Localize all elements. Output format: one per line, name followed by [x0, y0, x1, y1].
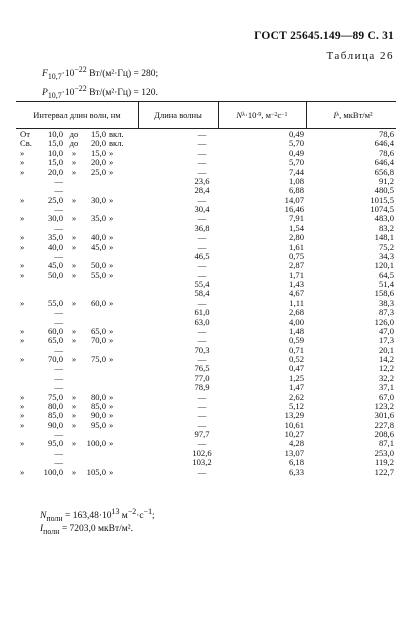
- wavelength-cell: 76,5: [194, 363, 210, 374]
- photon-flux-cell: 7,91: [288, 213, 304, 224]
- photon-flux-cell: 0,75: [288, 250, 304, 261]
- photon-flux-cell: 5,70: [288, 157, 304, 168]
- flux-formulas: [42, 64, 158, 102]
- interval-from: —: [54, 250, 63, 261]
- interval-from: 30,0: [47, 213, 63, 224]
- wavelength-cell: —: [197, 410, 207, 421]
- interval-from: 55,0: [47, 297, 63, 308]
- wavelength-cell: —: [197, 354, 207, 364]
- wavelength-cell: —: [197, 466, 207, 477]
- interval-conj: »: [71, 147, 77, 158]
- wavelength-cell: 36,8: [194, 222, 210, 233]
- col-header-i: I λ , мкВт/м²: [333, 110, 373, 120]
- interval-from: —: [54, 222, 63, 233]
- formula-f107: $F_{10,7}\cdot 10^{-22}$ Вт/(м²·Гц) = 280;: [42, 65, 159, 82]
- interval-to: 25,0: [90, 166, 106, 177]
- wavelength-cell: —: [197, 269, 207, 280]
- interval-conj: »: [71, 400, 77, 411]
- interval-to: 85,0: [90, 400, 106, 411]
- intensity-cell: 75,2: [378, 241, 394, 252]
- table-row: [16, 468, 396, 477]
- row-prefix: »: [20, 438, 25, 449]
- intensity-cell: 12,2: [378, 363, 394, 374]
- photon-flux-cell: 4,67: [288, 288, 304, 299]
- intensity-cell: 126,0: [374, 316, 394, 327]
- interval-to: 70,0: [90, 335, 106, 346]
- interval-from: 20,0: [47, 166, 63, 177]
- intensity-cell: 119,2: [374, 457, 394, 468]
- wavelength-cell: —: [197, 391, 207, 402]
- photon-flux-cell: 14,07: [284, 194, 304, 205]
- interval-suffix: »: [109, 410, 114, 421]
- photon-flux-cell: 6,18: [288, 457, 304, 468]
- row-prefix: »: [20, 297, 25, 308]
- interval-suffix: »: [109, 335, 114, 346]
- row-prefix: »: [20, 419, 25, 430]
- interval-from: —: [54, 185, 63, 196]
- wavelength-cell: 28,4: [194, 185, 210, 196]
- interval-from: 15,0: [47, 157, 63, 168]
- interval-to: 65,0: [90, 325, 106, 336]
- row-prefix: »: [20, 410, 25, 421]
- interval-suffix: »: [109, 438, 114, 449]
- wavelength-cell: 63,0: [194, 316, 210, 327]
- photon-flux-cell: 4,00: [288, 316, 304, 327]
- interval-conj: »: [71, 260, 77, 271]
- interval-conj: »: [71, 325, 77, 336]
- interval-from: —: [54, 447, 63, 458]
- wavelength-cell: —: [197, 138, 207, 149]
- wavelength-cell: 30,4: [194, 204, 210, 214]
- interval-from: —: [54, 204, 63, 214]
- photon-flux-cell: 7,44: [288, 166, 304, 177]
- col-header-interval: Интервал длин волн, нм: [33, 110, 121, 120]
- interval-suffix: »: [109, 232, 114, 243]
- wavelength-cell: 55,4: [194, 279, 210, 289]
- interval-conj: »: [71, 213, 77, 224]
- intensity-cell: 51,4: [378, 279, 394, 289]
- photon-flux-cell: 0,71: [288, 344, 304, 355]
- wavelength-cell: —: [197, 400, 207, 411]
- interval-from: —: [54, 307, 63, 318]
- wavelength-cell: —: [197, 438, 207, 449]
- interval-from: 90,0: [47, 419, 63, 430]
- interval-to: 30,0: [90, 194, 106, 205]
- wavelength-cell: —: [197, 213, 207, 224]
- total-n: $N_{полн} = 163,48\cdot 10^{13}$ $м^{-2}\cdot с^{-1}$;: [40, 507, 155, 524]
- row-prefix: »: [20, 166, 25, 177]
- wavelength-cell: 78,9: [194, 382, 210, 393]
- interval-to: 55,0: [90, 269, 106, 280]
- photon-flux-cell: 13,07: [284, 447, 304, 458]
- interval-from: 100,0: [43, 466, 63, 477]
- standard-header: ГОСТ 25645.149—89 С. 31: [254, 30, 394, 42]
- interval-from: —: [54, 382, 63, 393]
- wavelength-cell: 23,6: [194, 175, 210, 186]
- formula-p107: $P_{10,7}\cdot 10^{-22}$ Вт/(м²·Гц) = 120.: [42, 84, 158, 101]
- intensity-cell: 67,0: [378, 391, 394, 402]
- totals: [40, 506, 155, 537]
- wavelength-cell: —: [197, 241, 207, 252]
- interval-conj: »: [71, 410, 77, 421]
- photon-flux-cell: 2,87: [288, 260, 304, 271]
- interval-to: 105,0: [86, 466, 106, 477]
- intensity-cell: 123,2: [374, 400, 394, 411]
- wavelength-cell: —: [197, 147, 207, 158]
- intensity-cell: 78,6: [378, 147, 394, 158]
- wavelength-cell: —: [197, 194, 207, 205]
- interval-conj: »: [71, 297, 77, 308]
- row-prefix: »: [20, 325, 25, 336]
- intensity-cell: 227,8: [374, 419, 394, 430]
- interval-from: 10,0: [47, 147, 63, 158]
- table-body: [16, 130, 396, 477]
- row-prefix: »: [20, 157, 25, 168]
- wavelength-cell: 102,6: [192, 447, 212, 458]
- wavelength-cell: —: [197, 129, 207, 139]
- intensity-cell: 78,6: [378, 129, 394, 139]
- intensity-cell: 208,6: [374, 429, 394, 439]
- photon-flux-cell: 2,68: [288, 307, 304, 318]
- photon-flux-cell: 0,49: [288, 129, 304, 139]
- interval-from: 95,0: [47, 438, 63, 449]
- interval-conj: »: [71, 466, 77, 477]
- interval-from: 10,0: [47, 129, 63, 139]
- wavelength-cell: —: [197, 166, 207, 177]
- interval-conj: до: [69, 129, 79, 139]
- intensity-cell: 91,2: [378, 175, 394, 186]
- row-prefix: »: [20, 194, 25, 205]
- intensity-cell: 122,7: [374, 466, 394, 477]
- interval-to: 45,0: [90, 241, 106, 252]
- col-header-n: N λ ·10 -9 , м −2 с −1: [236, 110, 288, 120]
- interval-from: 15,0: [47, 138, 63, 149]
- photon-flux-cell: 0,49: [288, 147, 304, 158]
- interval-to: 20,0: [90, 138, 106, 149]
- col-header-wavelength: Длина волны: [154, 110, 202, 120]
- photon-flux-cell: 2,62: [288, 391, 304, 402]
- row-prefix: »: [20, 147, 25, 158]
- photon-flux-cell: 4,28: [288, 438, 304, 449]
- interval-from: —: [54, 429, 63, 439]
- interval-from: 60,0: [47, 325, 63, 336]
- wavelength-cell: 58,4: [194, 288, 210, 299]
- photon-flux-cell: 6,33: [288, 466, 304, 477]
- intensity-cell: 656,8: [374, 166, 394, 177]
- interval-conj: »: [71, 269, 77, 280]
- wavelength-cell: 97,7: [194, 429, 210, 439]
- interval-suffix: »: [109, 241, 114, 252]
- interval-conj: »: [71, 232, 77, 243]
- interval-suffix: »: [109, 354, 114, 364]
- intensity-cell: 1074,5: [370, 204, 394, 214]
- photon-flux-cell: 1,11: [289, 297, 304, 308]
- wavelength-cell: —: [197, 157, 207, 168]
- row-prefix: »: [20, 354, 25, 364]
- interval-to: 80,0: [90, 391, 106, 402]
- interval-to: 15,0: [90, 147, 106, 158]
- row-prefix: »: [20, 400, 25, 411]
- intensity-cell: 38,3: [378, 297, 394, 308]
- photon-flux-cell: 6,88: [288, 185, 304, 196]
- intensity-cell: 34,3: [378, 250, 394, 261]
- interval-conj: »: [71, 241, 77, 252]
- photon-flux-cell: 16,46: [284, 204, 304, 214]
- interval-from: 75,0: [47, 391, 63, 402]
- wavelength-cell: —: [197, 232, 207, 243]
- photon-flux-cell: 5,12: [288, 400, 304, 411]
- intensity-cell: 253,0: [374, 447, 394, 458]
- photon-flux-cell: 1,47: [288, 382, 304, 393]
- row-prefix: »: [20, 269, 25, 280]
- intensity-cell: 480,5: [374, 185, 394, 196]
- interval-conj: »: [71, 335, 77, 346]
- interval-suffix: »: [109, 419, 114, 430]
- photon-flux-cell: 0,47: [288, 363, 304, 374]
- interval-from: —: [54, 363, 63, 374]
- intensity-cell: 120,1: [374, 260, 394, 271]
- intensity-cell: 158,6: [374, 288, 394, 299]
- intensity-cell: 1015,5: [370, 194, 394, 205]
- row-prefix: »: [20, 232, 25, 243]
- interval-suffix: »: [109, 194, 114, 205]
- interval-suffix: »: [109, 466, 114, 477]
- intensity-cell: 32,2: [378, 372, 394, 383]
- intensity-cell: 37,1: [378, 382, 394, 393]
- interval-from: 25,0: [47, 194, 63, 205]
- photon-flux-cell: 1,43: [288, 279, 304, 289]
- wavelength-cell: 103,2: [192, 457, 212, 468]
- photon-flux-cell: 13,29: [284, 410, 304, 421]
- photon-flux-cell: 1,25: [288, 372, 304, 383]
- intensity-cell: 83,2: [378, 222, 394, 233]
- interval-to: 95,0: [90, 419, 106, 430]
- photon-flux-cell: 0,59: [288, 335, 304, 346]
- interval-suffix: вкл.: [109, 129, 124, 139]
- interval-conj: »: [71, 194, 77, 205]
- interval-suffix: »: [109, 391, 114, 402]
- wavelength-cell: —: [197, 325, 207, 336]
- interval-to: 20,0: [90, 157, 106, 168]
- interval-from: 50,0: [47, 269, 63, 280]
- intensity-cell: 483,0: [374, 213, 394, 224]
- wavelength-cell: —: [197, 335, 207, 346]
- interval-from: —: [54, 457, 63, 468]
- interval-suffix: вкл.: [109, 138, 124, 149]
- wavelength-cell: 46,5: [194, 250, 210, 261]
- interval-suffix: »: [109, 157, 114, 168]
- interval-from: —: [54, 372, 63, 383]
- interval-from: 85,0: [47, 410, 63, 421]
- photon-flux-cell: 5,70: [288, 138, 304, 149]
- interval-conj: »: [71, 166, 77, 177]
- interval-to: 15,0: [90, 129, 106, 139]
- interval-suffix: »: [109, 400, 114, 411]
- interval-conj: до: [69, 138, 79, 149]
- interval-conj: »: [71, 391, 77, 402]
- photon-flux-cell: 1,54: [288, 222, 304, 233]
- row-prefix: От: [20, 129, 30, 139]
- wavelength-cell: —: [197, 297, 207, 308]
- row-prefix: »: [20, 391, 25, 402]
- photon-flux-cell: 10,27: [284, 429, 304, 439]
- intensity-cell: 87,1: [378, 438, 394, 449]
- interval-from: —: [54, 344, 63, 355]
- interval-from: 80,0: [47, 400, 63, 411]
- interval-suffix: »: [109, 260, 114, 271]
- intensity-cell: 14,2: [378, 354, 394, 364]
- wavelength-cell: 61,0: [194, 307, 210, 318]
- interval-from: —: [54, 175, 63, 186]
- row-prefix: »: [20, 466, 25, 477]
- interval-suffix: »: [109, 325, 114, 336]
- interval-to: 100,0: [86, 438, 106, 449]
- intensity-cell: 646,4: [374, 157, 394, 168]
- interval-from: 45,0: [47, 260, 63, 271]
- interval-from: 35,0: [47, 232, 63, 243]
- photon-flux-cell: 1,08: [288, 175, 304, 186]
- row-prefix: »: [20, 241, 25, 252]
- interval-suffix: »: [109, 297, 114, 308]
- interval-to: 50,0: [90, 260, 106, 271]
- interval-from: 70,0: [47, 354, 63, 364]
- interval-to: 75,0: [90, 354, 106, 364]
- intensity-cell: 47,0: [378, 325, 394, 336]
- interval-from: —: [54, 316, 63, 327]
- intensity-cell: 646,4: [374, 138, 394, 149]
- photon-flux-cell: 2,80: [288, 232, 304, 243]
- interval-from: 65,0: [47, 335, 63, 346]
- interval-conj: »: [71, 354, 77, 364]
- interval-to: 40,0: [90, 232, 106, 243]
- interval-to: 60,0: [90, 297, 106, 308]
- photon-flux-cell: 0,52: [288, 354, 304, 364]
- interval-suffix: »: [109, 147, 114, 158]
- intensity-cell: 87,3: [378, 307, 394, 318]
- row-prefix: »: [20, 213, 25, 224]
- photon-flux-cell: 1,61: [288, 241, 304, 252]
- interval-conj: »: [71, 438, 77, 449]
- row-prefix: »: [20, 335, 25, 346]
- wavelength-cell: —: [197, 260, 207, 271]
- row-prefix: Св.: [20, 138, 32, 149]
- table-caption: Таблица 26: [326, 50, 394, 62]
- intensity-cell: 64,5: [378, 269, 394, 280]
- row-prefix: »: [20, 260, 25, 271]
- interval-conj: »: [71, 419, 77, 430]
- intensity-cell: 20,1: [378, 344, 394, 355]
- interval-conj: »: [71, 157, 77, 168]
- interval-suffix: »: [109, 166, 114, 177]
- interval-suffix: »: [109, 269, 114, 280]
- wavelength-cell: 77,0: [194, 372, 210, 383]
- interval-to: 90,0: [90, 410, 106, 421]
- interval-to: 35,0: [90, 213, 106, 224]
- photon-flux-cell: 1,48: [288, 325, 304, 336]
- interval-suffix: »: [109, 213, 114, 224]
- intensity-cell: 301,6: [374, 410, 394, 421]
- intensity-cell: 17,3: [378, 335, 394, 346]
- wavelength-cell: 70,3: [194, 344, 210, 355]
- interval-from: 40,0: [47, 241, 63, 252]
- photon-flux-cell: 10,61: [284, 419, 304, 430]
- wavelength-cell: —: [197, 419, 207, 430]
- intensity-cell: 148,1: [374, 232, 394, 243]
- total-i: $I_{полн} = 7203,0$ мкВт/м².: [40, 524, 134, 536]
- photon-flux-cell: 1,71: [288, 269, 304, 280]
